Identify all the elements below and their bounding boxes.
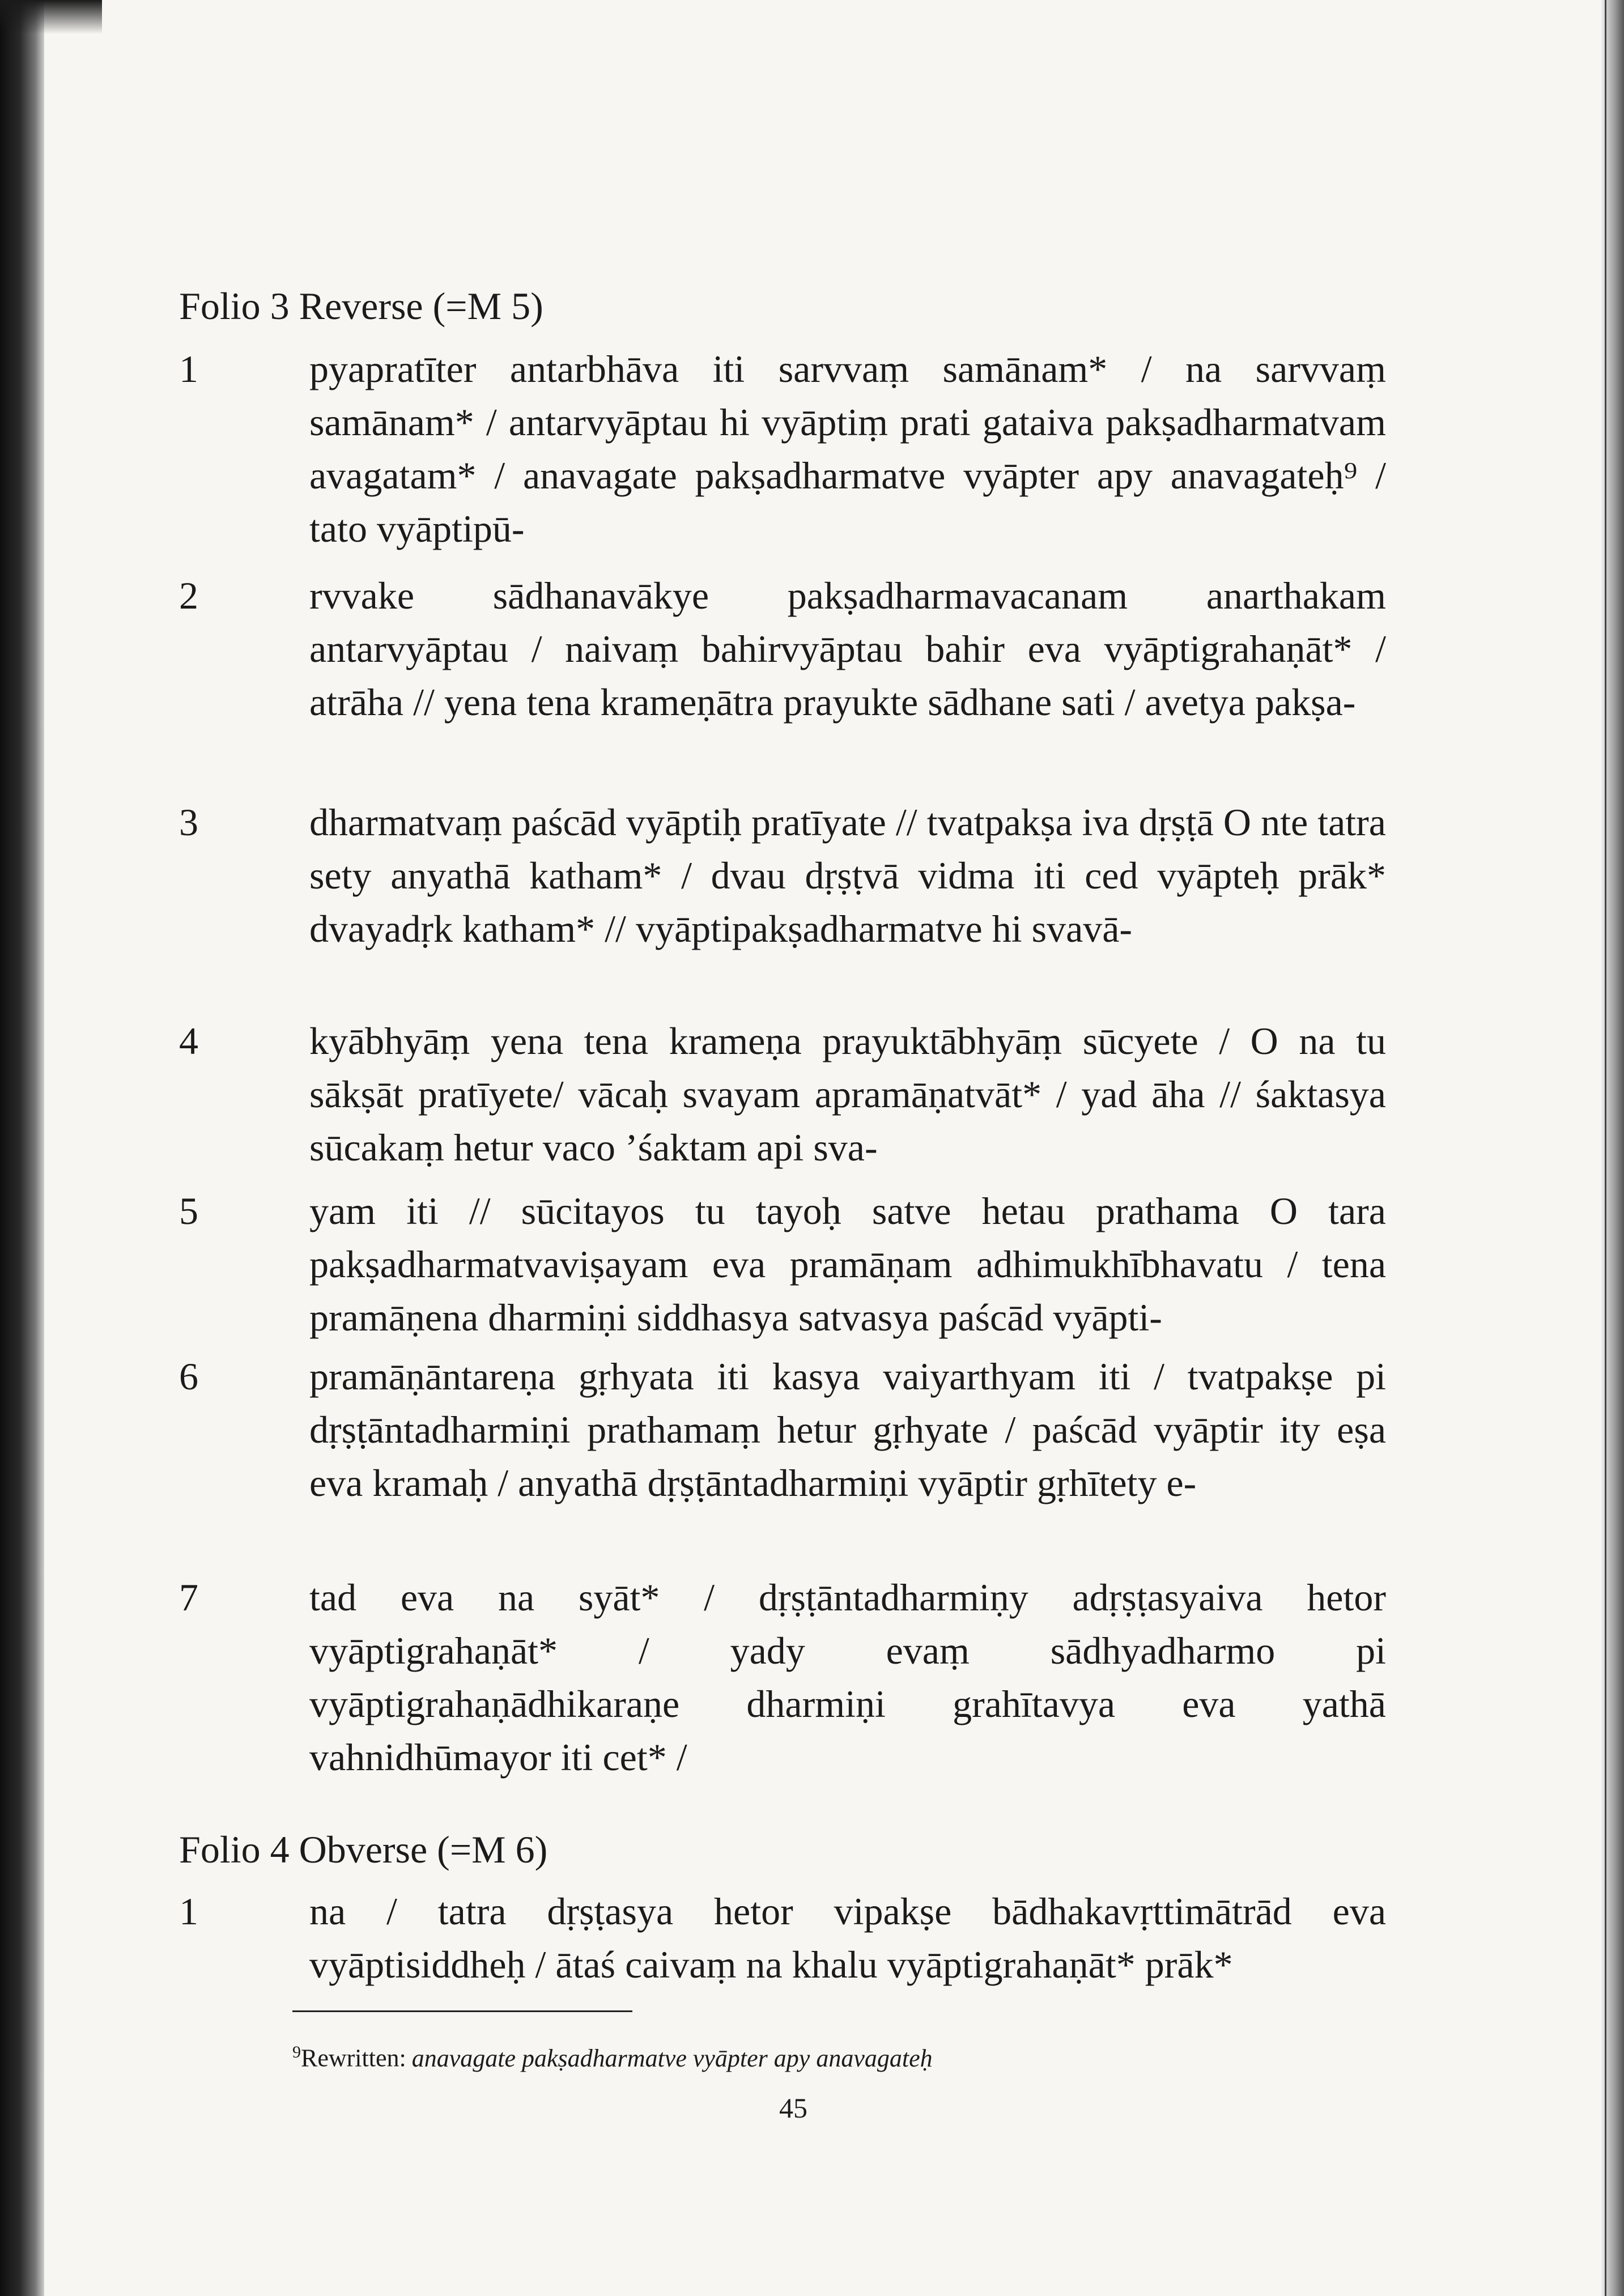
line-number: 6	[179, 1355, 198, 1398]
transcription-line	[179, 796, 1386, 1009]
line-text: na / tatra dṛṣṭasya hetor vipakṣe bādhakavṛttimātrād eva vyāptisiddheḥ / ātaś caivaṃ na khalu vyāptigrahaṇāt* prāk*	[309, 1890, 1386, 1986]
line-text: kyābhyāṃ yena tena krameṇa prayuktābhyāṃ sūcyete / O na tu sākṣāt pratīyete/ vācaḥ svayam apramāṇatvāt* / yad āha // śaktasya sūcakaṃ hetur vaco ’śaktam api sva-	[309, 1019, 1386, 1169]
scan-right-line	[1605, 0, 1606, 2296]
line-number: 2	[179, 574, 198, 617]
section-heading: Folio 3 Reverse (=M 5)	[179, 284, 543, 328]
transcription-line	[179, 1350, 1386, 1563]
line-number: 5	[179, 1189, 198, 1232]
footnote-rule	[292, 2010, 632, 2012]
line-text: tad eva na syāt* / dṛṣṭāntadharmiṇy adṛṣṭasyaiva hetor vyāptigrahaṇāt* / yady evaṃ sādhyadharmo pi vyāptigrahaṇādhikaraṇe dharmiṇi grahītavya eva yathā vahnidhūmayor iti cet* /	[309, 1576, 1386, 1779]
footnote-label: Rewritten:	[301, 2044, 406, 2072]
transcription-line	[179, 342, 1386, 555]
transcription-line	[179, 1885, 1386, 1991]
footnote-text: anavagate pakṣadharmatve vyāpter apy anavagateḥ	[411, 2044, 933, 2072]
scan-binding-shadow	[0, 0, 44, 2296]
section-heading: Folio 4 Obverse (=M 6)	[179, 1828, 548, 1871]
line-text: dharmatvaṃ paścād vyāptiḥ pratīyate // tvatpakṣa iva dṛṣṭā O nte tatra sety anyathā katham* / dvau dṛṣṭvā vidma iti ced vyāpteḥ prāk* dvayadṛk katham* // vyāptipakṣadharmatve hi svavā-	[309, 801, 1386, 950]
line-number: 1	[179, 347, 198, 390]
transcription-line	[179, 1571, 1386, 1784]
line-text: yam iti // sūcitayos tu tayoḥ satve hetau prathama O tara pakṣadharmatvaviṣayam eva pramāṇam adhimukhībhavatu / tena pramāṇena dharmiṇi siddhasya satvasya paścād vyāpti-	[309, 1189, 1386, 1339]
line-number: 3	[179, 801, 198, 844]
line-number: 4	[179, 1019, 198, 1062]
page-number: 45	[779, 2092, 807, 2124]
footnote	[292, 2036, 933, 2074]
line-text: pramāṇāntareṇa gṛhyata iti kasya vaiyarthyam iti / tvatpakṣe pi dṛṣṭāntadharmiṇi prathamaṃ hetur gṛhyate / paścād vyāptir ity eṣa eva kramaḥ / anyathā dṛṣṭāntadharmiṇi vyāptir gṛhītety e-	[309, 1355, 1386, 1504]
line-number: 1	[179, 1890, 198, 1933]
transcription-line	[179, 1014, 1386, 1174]
transcription-line	[179, 569, 1386, 782]
line-number: 7	[179, 1576, 198, 1619]
line-text: rvvake sādhanavākye pakṣadharmavacanam anarthakam antarvyāptau / naivaṃ bahirvyāptau bahir eva vyāptigrahaṇāt* / atrāha // yena tena krameṇātra prayukte sādhane sati / avetya pakṣa-	[309, 574, 1386, 724]
scan-corner-shadow	[0, 0, 102, 34]
line-text: pyapratīter antarbhāva iti sarvvaṃ samānam* / na sarvvaṃ samānam* / antarvyāptau hi vyāptiṃ prati gataiva pakṣadharmatvam avagatam* / anavagate pakṣadharmatve vyāpter apy anavagateḥ⁹ / tato vyāptipū-	[309, 347, 1386, 550]
footnote-marker: 9	[292, 2043, 301, 2061]
transcription-line	[179, 1184, 1386, 1344]
